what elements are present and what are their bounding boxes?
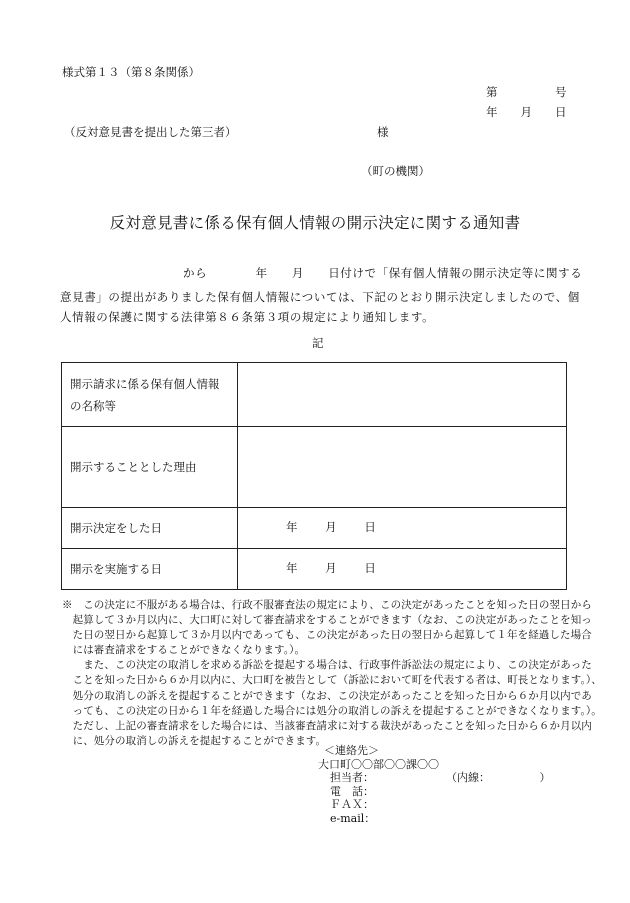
body-line-2: 意見書」の提出がありました保有個人情報については、下記のとおり開示決定しましたので、個 <box>60 290 580 304</box>
notes-section <box>62 598 602 749</box>
body-line-1: から 年 月 日付けで「保有個人情報の開示決定等に関する <box>183 266 583 280</box>
row-label-reason: 開示することとした理由 <box>62 427 238 508</box>
table-row <box>62 508 567 549</box>
contact-phone: 電 話： <box>330 784 374 798</box>
body-line-3: 人情報の保護に関する法律第８６条第３項の規定により通知します。 <box>60 310 435 324</box>
issue-date: 年 月 日 <box>486 105 567 119</box>
date-day: 日 <box>364 561 376 576</box>
info-name-value <box>238 363 567 427</box>
contact-person <box>330 771 551 785</box>
date-month: 月 <box>325 520 337 535</box>
note-line: 処分の取消しの訴えを提起することができます（なお、この決定があったことを知った日から６か月以内であ <box>62 689 592 702</box>
table-row <box>62 427 567 508</box>
note-line: 起算して３か月以内に、大口町に対して審査請求をすることができます（なお、この決定があったことを知っ <box>62 614 592 627</box>
note-line: に、処分の取消しの訴えを提起することができます。 <box>62 734 327 747</box>
recipient: （反対意見書を提出した第三者） <box>64 125 237 139</box>
implementation-date-value <box>238 549 567 590</box>
note-line: ※ この決定に不服がある場合は、行政不服審査法の規定により、この決定があったことを知った日の翌日から <box>62 599 592 611</box>
row-label-decision-date: 開示決定をした日 <box>62 508 238 549</box>
contact-fax: ＦＡＸ： <box>330 798 374 812</box>
contact-heading: ＜連絡先＞ <box>324 744 379 757</box>
row-label-text: 開示請求に係る保有個人情報 <box>70 376 220 391</box>
note-line: ことを知った日から６か月以内に、大口町を被告として（訴訟において町を代表する者は、町長となります。）、 <box>62 674 602 687</box>
form-number: 様式第１３（第８条関係） <box>62 65 200 79</box>
page-title: 反対意見書に係る保有個人情報の開示決定に関する通知書 <box>109 214 521 232</box>
table-row <box>62 549 567 590</box>
contact-dept: 大口町〇〇部〇〇課〇〇 <box>318 757 439 771</box>
contact-extension: （内線： ） <box>446 771 551 785</box>
reason-value <box>238 427 567 508</box>
ki-heading: 記 <box>312 336 324 350</box>
contact-block <box>318 744 551 826</box>
document-number: 第 号 <box>486 85 567 99</box>
date-day: 日 <box>364 520 376 535</box>
note-line: また、この決定の取消しを求める訴訟を提起する場合は、行政事件訴訟法の規定により、この決定があった <box>62 659 592 672</box>
date-year: 年 <box>286 561 298 576</box>
note-line: っても、この決定の日から１年を経過した場合には処分の取消しの訴えを提起することができなくなります。）。 <box>62 704 602 717</box>
information-table <box>61 362 567 590</box>
row-label-implementation-date: 開示を実施する日 <box>62 549 238 590</box>
contact-person-label: 担当者： <box>330 771 374 785</box>
note-line: には審査請求をすることができなくなります。）。 <box>62 644 306 657</box>
contact-email: e-mail： <box>330 811 376 825</box>
note-line: た日の翌日から起算して３か月以内であっても、この決定があった日の翌日から起算して１年を経過した場合 <box>62 629 592 642</box>
row-label-info-name <box>62 363 238 427</box>
date-year: 年 <box>286 520 298 535</box>
issuer: （町の機関） <box>361 164 430 178</box>
recipient-suffix: 様 <box>377 125 389 139</box>
decision-date-value <box>238 508 567 549</box>
table-row <box>62 363 567 427</box>
row-label-text: の名称等 <box>70 398 116 413</box>
note-line: ただし、上記の審査請求をした場合には、当該審査請求に対する裁決があったことを知った日から６か月以内 <box>62 719 592 732</box>
date-month: 月 <box>325 561 337 576</box>
